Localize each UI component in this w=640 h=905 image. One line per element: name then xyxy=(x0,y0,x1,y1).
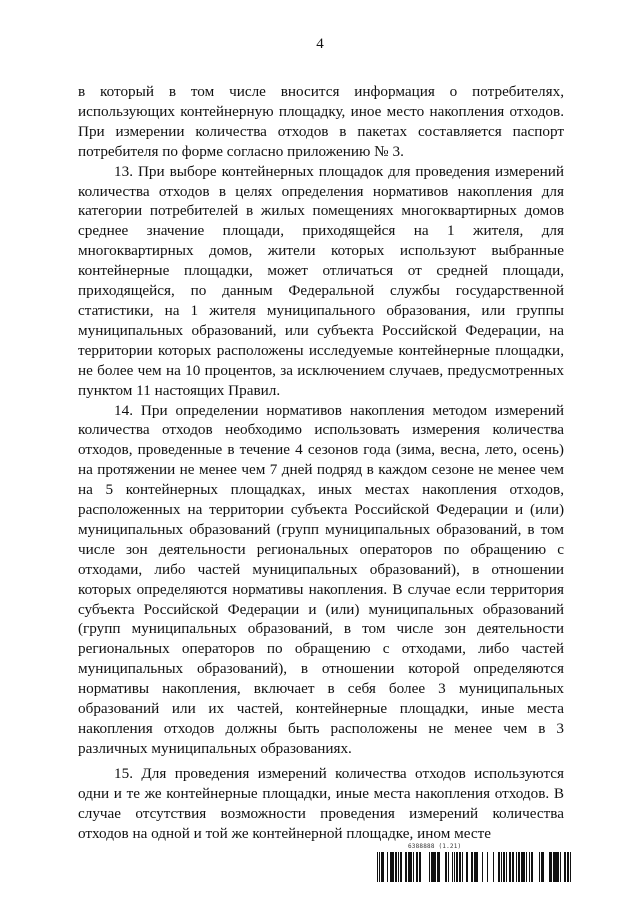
barcode-image xyxy=(377,852,572,882)
paragraph-13: 13. При выборе контейнерных площадок для проведения измерений количества отходов в целях определения нормативов накопления для категории потребителей в жилых помещениях многоквартирных домов среднее значение площади, приходящейся на 1 жителя, для многоквартирных домов, жители которых используют выбранные контейнерные площадки, может отличаться от средней площади, приходящейся, по данным Федеральной службы государственной статистики, на 1 жителя муниципального образования, или группы муниципальных образований, или субъекта Российской Федерации, на территории которых расположены исследуемые контейнерные площадки, не более чем на 10 процентов, за исключением случаев, предусмотренных пунктом 11 настоящих Правил. xyxy=(78,162,564,399)
document-code: 6388888 (1.21) xyxy=(408,843,462,850)
page-number: 4 xyxy=(316,36,324,52)
paragraph-14: 14. При определении нормативов накопления методом измерений количества отходов необходимо использовать измерения количества отходов, проведенные в течение 4 сезонов года (зима, весна, лето, осень) на протяжении не менее чем 7 дней подряд в каждом сезоне не менее чем на 5 контейнерных площадках, иных местах накопления отходов, расположенных на территории субъекта Российской Федерации и (или) муниципальных образований (групп муниципальных образований, в том числе зон деятельности региональных операторов по обращению с отходами, либо частей муниципальных образований), в отношении которых определяются нормативы накопления. В случае если территория субъекта Российской Федерации и (или) муниципальных образований (групп муниципальных образований, в том числе зон деятельности региональных операторов по обращению с отходами, либо частей муниципальных образований), в отношении которой определяются нормативы накопления, включает в себя более 3 муниципальных образований или их частей, контейнерные площадки, иные места накопления отходов должны быть расположены не менее чем в 3 различных муниципальных образованиях. xyxy=(78,401,564,757)
paragraph-15: 15. Для проведения измерений количества отходов используются одни и те же контейнерные площадки, иные места накопления отходов. В случае отсутствия возможности проведения измерений количества отходов на одной и той же контейнерной площадке, ином месте xyxy=(78,764,564,842)
paragraph-continuation: в который в том числе вносится информация о потребителях, использующих контейнерную площадку, иное место накопления отходов. При измерении количества отходов в пакетах составляется паспорт потребителя по форме согласно приложению № 3. xyxy=(78,83,564,160)
document-body xyxy=(78,82,564,843)
